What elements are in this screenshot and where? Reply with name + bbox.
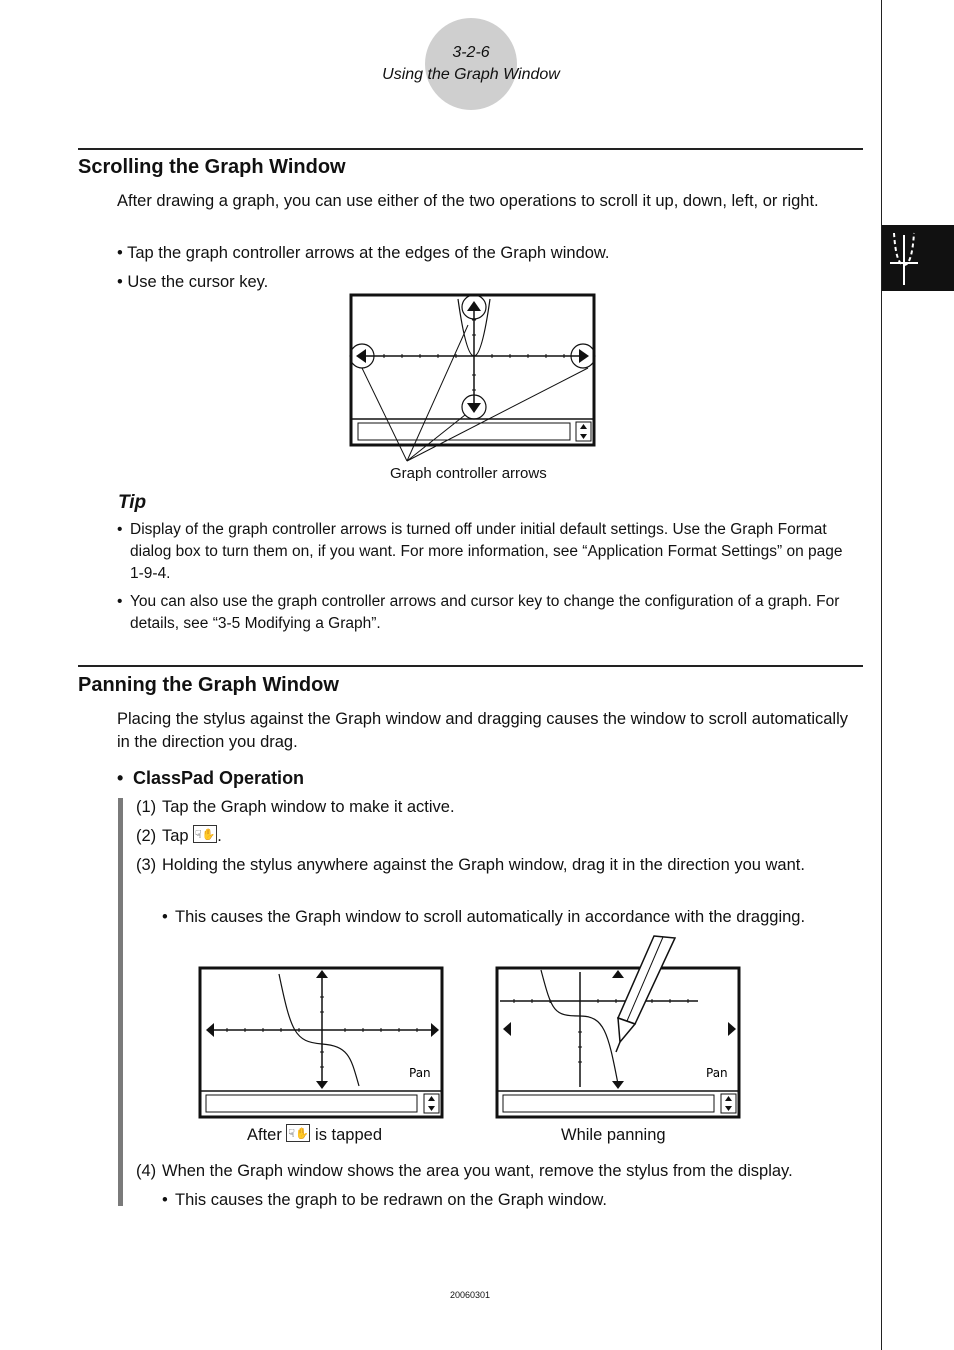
pan-icon-glyph: ☟✋ [195, 829, 216, 841]
pan-screen-while-panning [492, 932, 747, 1122]
step-3-bullet: This causes the Graph window to scroll automatically in accordance with the dragging. [175, 908, 806, 926]
scrolling-intro: After drawing a graph, you can use either of the two operations to scroll it up, down, left, or right. [117, 192, 819, 210]
caption-after-tapped [247, 1124, 382, 1147]
caption-left-prefix: After [247, 1126, 282, 1144]
operation-bullet: • [117, 768, 124, 788]
header-circle [425, 18, 517, 110]
step-2-prefix: Tap [162, 827, 189, 845]
step-3-bullet-mark: • [162, 908, 168, 926]
step-2-number: (2) [136, 827, 157, 845]
tip-title: Tip [118, 492, 147, 513]
scrolling-bullet-2: • Use the cursor key. [117, 273, 269, 291]
tip-item-2: You can also use the graph controller arrows and cursor key to change the configuration of a graph. For details, see “3-5 Modifying a Graph”. [130, 593, 840, 632]
tip-bullet-1-mark: • [117, 521, 123, 538]
step-2-text [162, 825, 222, 848]
footer-code: 20060301 [449, 1290, 491, 1300]
tip-item-1: Display of the graph controller arrows is turned off under initial default settings. Use the Graph Format dialog box to turn them on, if you want. For more information, see “Application Format Settings” on page 1-9-4. [130, 521, 843, 582]
scrolling-heading: Scrolling the Graph Window [78, 156, 346, 178]
step-2-suffix: . [217, 827, 222, 845]
pan-icon-caption-glyph: ☟✋ [288, 1128, 309, 1140]
step-3-number: (3) [136, 856, 157, 874]
pan-mode-label-2: Pan [706, 1066, 728, 1080]
margin-line [881, 0, 882, 1350]
step-4-text: When the Graph window shows the area you want, remove the stylus from the display. [162, 1162, 793, 1180]
pan-mode-label: Pan [409, 1066, 431, 1080]
figure-caption: Graph controller arrows [390, 465, 547, 482]
operation-bar [118, 798, 123, 1206]
step-4-number: (4) [136, 1162, 157, 1180]
section-rule-2 [78, 665, 863, 667]
section-rule [78, 148, 863, 150]
step-4-bullet-mark: • [162, 1191, 168, 1209]
pan-icon-caption [286, 1124, 310, 1142]
graph-chapter-icon [882, 225, 954, 291]
panning-intro: Placing the stylus against the Graph window and dragging causes the window to scroll automatically in the direction you drag. [117, 710, 848, 751]
panning-heading: Panning the Graph Window [78, 674, 339, 696]
caption-while-panning: While panning [561, 1126, 666, 1144]
graph-controller-figure [340, 285, 610, 465]
step-1-text: Tap the Graph window to make it active. [162, 798, 455, 816]
operation-title: ClassPad Operation [133, 768, 305, 788]
pan-icon [193, 825, 217, 843]
caption-left-suffix: is tapped [315, 1126, 383, 1144]
chapter-tab [882, 225, 954, 291]
step-4-bullet: This causes the graph to be redrawn on the Graph window. [175, 1191, 608, 1209]
tip-bullet-2-mark: • [117, 593, 123, 610]
pan-screen-after-tap [195, 962, 450, 1122]
section-title: Using the Graph Window [382, 66, 560, 83]
step-3-text: Holding the stylus anywhere against the Graph window, drag it in the direction you want. [162, 856, 805, 874]
step-1-number: (1) [136, 798, 157, 816]
page-number: 3-2-6 [452, 44, 490, 61]
scrolling-bullet-1: • Tap the graph controller arrows at the edges of the Graph window. [117, 244, 610, 262]
